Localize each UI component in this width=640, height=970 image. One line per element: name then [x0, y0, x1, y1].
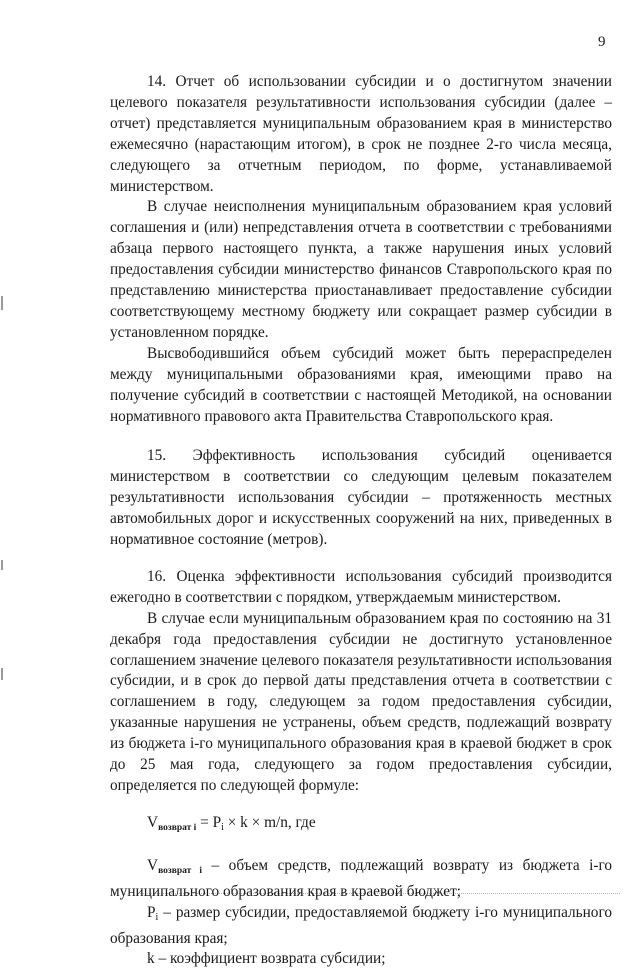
document-body — [110, 72, 612, 970]
scan-mark — [1, 560, 3, 570]
definition-v-symbol: V — [147, 856, 159, 874]
definition-k: k – коэффициент возврата субсидии; — [147, 950, 386, 968]
paragraph-14-suspension: В случае неисполнения муниципальным образованием края условий соглашения и (или) непредставления отчета в соответствии с требованиями абзаца первого настоящего пункта, а также нарушения иных условий предоставления субсидии министерство финансов Ставропольского края по представлению министерства приостанавливает предоставление субсидии соответствующему местному бюджету или сокращает размер субсидии в установленном порядке. — [110, 198, 612, 341]
formula-rest: × k × m/n, где — [223, 813, 316, 831]
formula-v-subscript: возврат i — [158, 822, 197, 833]
page-number: 9 — [598, 34, 606, 50]
paragraph-16-return: В случае если муниципальным образованием края по состоянию на 31 декабря года предоставления субсидии не достигнуто установленное соглашением значение целевого показателя результативности использования субсидии, и в срок до первой даты представления отчета в соответствии с соглашением в году, следующем за годом предоставления субсидии, указанные нарушения не устранены, объем средств, подлежащий возврату из бюджета i-го муниципального образования края в краевой бюджет в срок до 25 мая года, следующего за годом предоставления субсидии, определяется по следующей формуле: — [110, 609, 612, 794]
definition-p — [110, 903, 612, 950]
paragraph-14: 14. Отчет об использовании субсидии и о достигнутом значении целевого показателя результативности использования субсидии (далее – отчет) представляется муниципальным образованием края в министерство ежемесячно (нарастающим итогом), в срок не позднее 2-го числа месяца, следующего за отчетным периодом, по форме, устанавливаемой министерством. — [110, 73, 612, 195]
paragraph-14-redistribution: Высвободившийся объем субсидий может быть перераспределен между муниципальными образованиями края, имеющими право на получение субсидий в соответствии с настоящей Методикой, на основании нормативного правового акта Правительства Ставропольского края. — [110, 344, 612, 425]
paragraph-16: 16. Оценка эффективности использования субсидий производится ежегодно в соответствии с порядком, утверждаемым министерством. — [110, 567, 612, 606]
formula-p-subscript: i — [221, 821, 224, 833]
formula-eq: = P — [196, 813, 222, 831]
definition-v-subscript: возврат i — [158, 865, 202, 876]
scan-mark — [1, 296, 3, 310]
definition-v-text: – объем средств, подлежащий возврату из бюджета i-го муниципального образования края в краевой бюджет; — [110, 856, 613, 900]
definition-v — [110, 856, 612, 903]
paragraph-15: 15. Эффективность использования субсидий оценивается министерством в соответствии со следующим целевым показателем результативности использования субсидии – протяженность местных автомобильных дорог и искусственных сооружений на них, приведенных в нормативное состояние (метров). — [110, 447, 612, 549]
definition-p-symbol: P — [147, 903, 156, 921]
definition-p-text: – размер субсидии, предоставляемой бюджету i-го муниципального образования края; — [110, 903, 612, 947]
formula-v: V — [147, 813, 159, 831]
definition-p-subscript: i — [155, 911, 159, 923]
scan-mark — [1, 668, 3, 680]
return-formula — [110, 813, 612, 839]
